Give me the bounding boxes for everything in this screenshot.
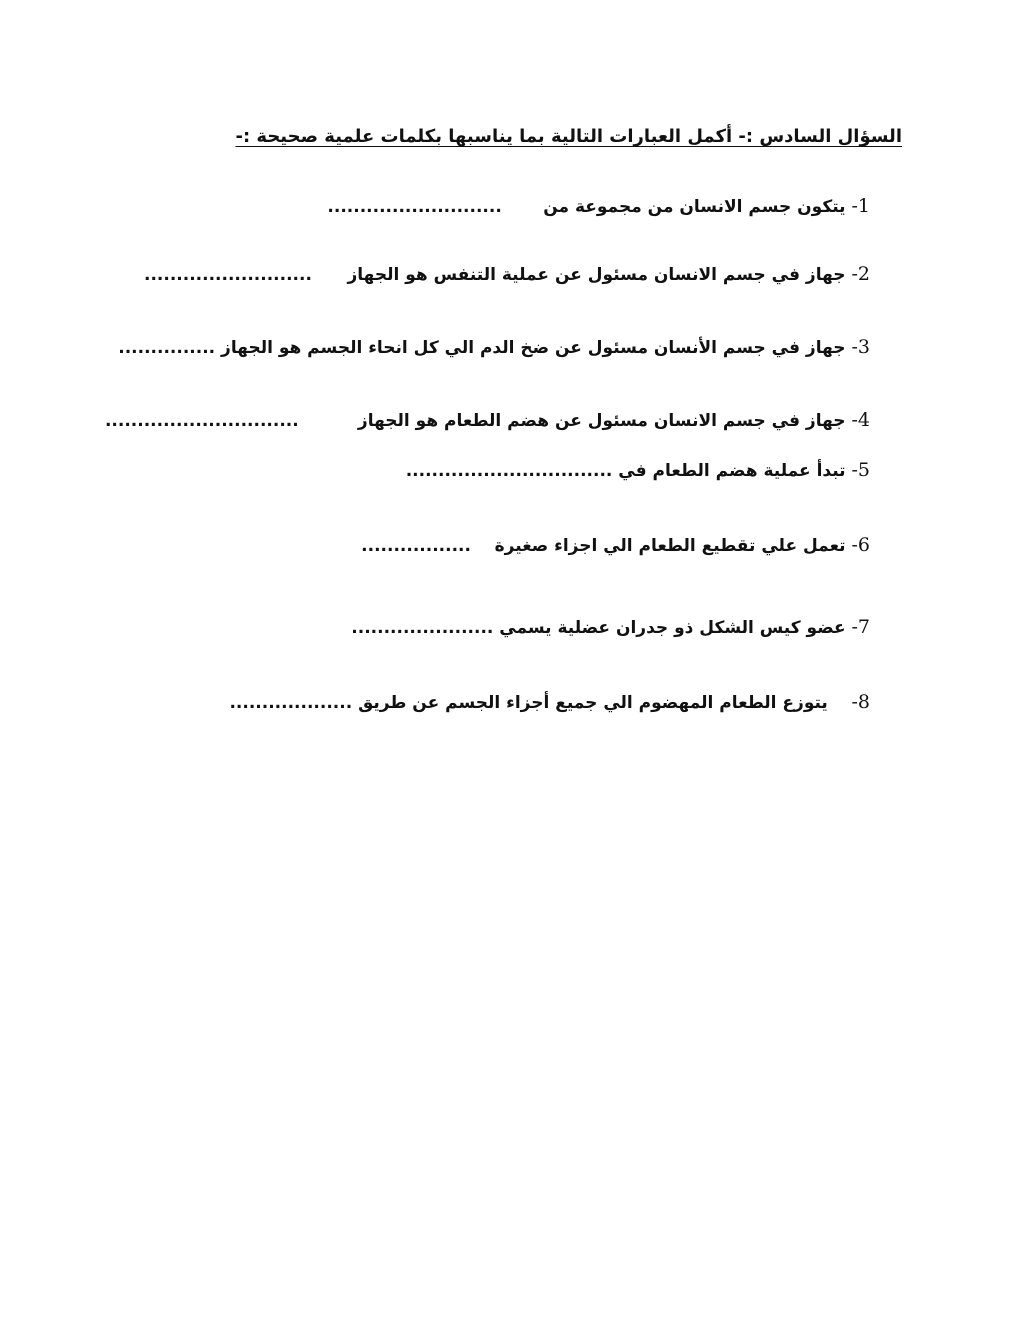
answer-blank: ................. (361, 536, 471, 556)
question-number: 2- (851, 263, 870, 285)
question-number: 7- (851, 616, 870, 638)
question-text: جهاز في جسم الانسان مسئول عن هضم الطعام هو الجهاز (357, 411, 846, 431)
question-text: جهاز في جسم الانسان مسئول عن عملية التنفس هو الجهاز (347, 265, 846, 285)
question-item-5 (406, 458, 870, 483)
question-number: 1- (851, 195, 870, 217)
question-item-6 (361, 533, 870, 558)
answer-blank: ............... (118, 338, 216, 358)
question-item-7 (351, 615, 870, 640)
question-item-2 (144, 262, 870, 287)
answer-blank: .............................. (104, 411, 299, 431)
answer-blank: ...................... (351, 618, 494, 638)
answer-blank: ........................... (327, 197, 502, 217)
question-number: 8- (851, 691, 870, 713)
question-number: 4- (851, 409, 870, 431)
question-text: يتكون جسم الانسان من مجموعة من (543, 197, 846, 217)
answer-blank: .......................... (144, 265, 312, 285)
question-item-3 (118, 335, 870, 360)
question-number: 3- (851, 336, 870, 358)
question-number: 6- (851, 534, 870, 556)
question-text: تبدأ عملية هضم الطعام في (618, 461, 846, 481)
question-item-4 (105, 408, 870, 433)
question-text: تعمل علي تقطيع الطعام الي اجزاء صغيرة (494, 536, 846, 556)
question-text: يتوزع الطعام المهضوم الي جميع أجزاء الجسم عن طريق (358, 693, 828, 713)
question-text: عضو كيس الشكل ذو جدران عضلية يسمي (499, 618, 846, 638)
question-item-8 (229, 690, 870, 715)
answer-blank: ................... (229, 693, 353, 713)
question-number: 5- (851, 459, 870, 481)
question-text: جهاز في جسم الأنسان مسئول عن ضخ الدم الي كل انحاء الجسم هو الجهاز (221, 338, 846, 358)
answer-blank: ................................ (405, 461, 613, 481)
question-title: السؤال السادس :- أكمل العبارات التالية بما يناسبها بكلمات علمية صحيحة :- (235, 126, 902, 147)
question-item-1 (327, 194, 870, 219)
